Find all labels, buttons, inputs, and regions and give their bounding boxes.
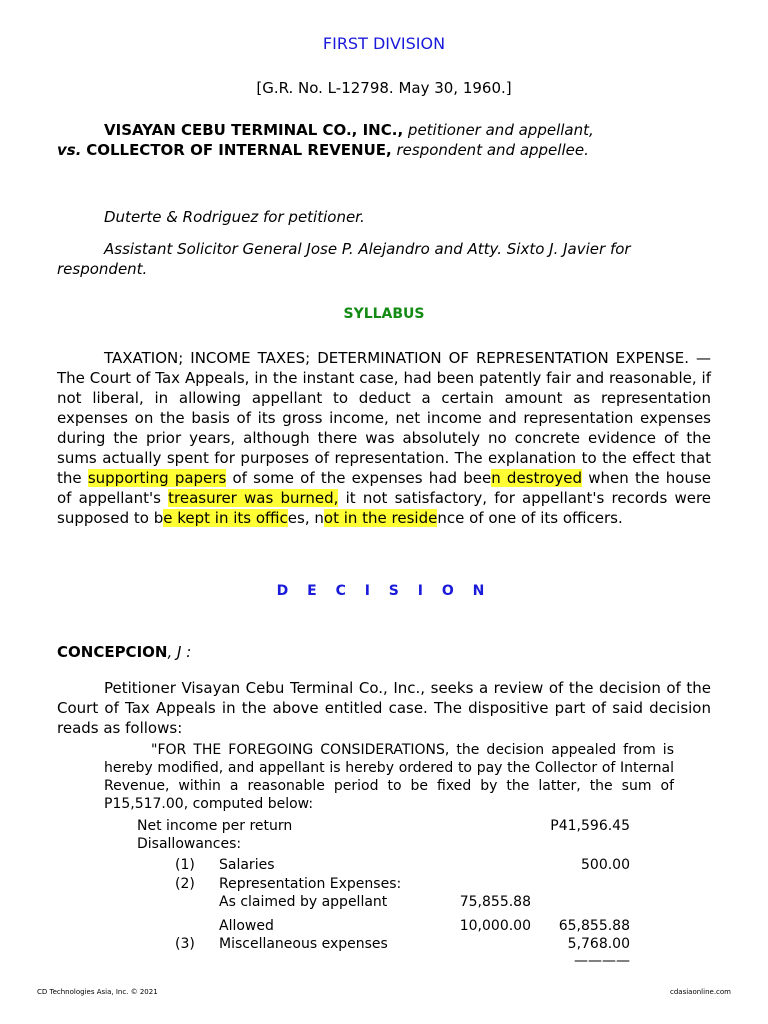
petitioner-counsel: Duterte & Rodriguez for petitioner. (104, 208, 365, 226)
case-number: [G.R. No. L-12798. May 30, 1960.] (256, 79, 512, 97)
highlight: supporting papers (87, 469, 227, 487)
case-parties (57, 120, 711, 160)
item-label: Miscellaneous expenses (219, 936, 388, 952)
versus: vs. (57, 141, 82, 159)
quoted-dispositive: "FOR THE FOREGOING CONSIDERATIONS, the decision appealed from is hereby modified, and appellant is hereby ordered to pay the Collector of Internal Revenue, within a reasonable period to be fixed by the latter, the sum of P15,517.00, computed below: (104, 742, 674, 812)
net-income-label: Net income per return (137, 818, 293, 834)
item-number: (3) (175, 936, 195, 952)
item-value: 5,768.00 (567, 936, 630, 952)
decision-intro: Petitioner Visayan Cebu Terminal Co., Inc., seeks a review of the decision of the Court of Tax Appeals in the above entitled case. The dispositive part of said decision reads as follows: (57, 679, 711, 737)
net-income-value: P41,596.45 (550, 818, 630, 834)
division-heading: FIRST DIVISION (322, 34, 446, 53)
highlight: n destroyed (491, 469, 583, 487)
petitioner-name: VISAYAN CEBU TERMINAL CO., INC., (104, 121, 404, 139)
respondent-counsel: Assistant Solicitor General Jose P. Alejandro and Atty. Sixto J. Javier for respondent. (57, 240, 631, 278)
syllabus-text: when the house of appellant's (57, 469, 712, 507)
item-value: 65,855.88 (558, 918, 630, 934)
syllabus-paragraph (57, 348, 711, 528)
syllabus-text: es, n (287, 509, 324, 527)
total-rule: ———— (574, 953, 630, 969)
item-sublabel: Allowed (219, 918, 274, 934)
syllabus-text: TAXATION; INCOME TAXES; DETERMINATION OF REPRESENTATION EXPENSE. — The Court of Tax Appeals, in the instant case, had been patently fair and reasonable, if not liberal, in allowing appellant to deduct a certain amount as representation expenses on the basis of its gross income, net income and representation expenses during the prior years, although there was absolutely no concrete evidence of the sums actually spent for purposes of representation. The explanation to the effect that the (57, 349, 711, 487)
syllabus-heading: SYLLABUS (343, 306, 425, 322)
item-label: Representation Expenses: (219, 876, 402, 892)
highlight: treasurer was burned, (168, 489, 339, 507)
decision-heading: D E C I S I O N (276, 583, 492, 599)
syllabus-text: it not satisfactory, for appellant's records were supposed to b (57, 489, 712, 527)
syllabus-text: nce of one of its officers. (437, 509, 623, 527)
item-value: 500.00 (581, 857, 630, 873)
respondent-name: COLLECTOR OF INTERNAL REVENUE, (86, 141, 392, 159)
item-number: (2) (175, 876, 195, 892)
highlight: e kept in its offic (163, 509, 288, 527)
item-subvalue: 75,855.88 (459, 894, 531, 910)
highlight: ot in the reside (323, 509, 438, 527)
item-label: Salaries (219, 857, 275, 873)
ponente (57, 642, 711, 662)
petitioner-role: petitioner and appellant, (407, 121, 594, 139)
footer-copyright: CD Technologies Asia, Inc. © 2021 (37, 988, 158, 996)
syllabus-text: of some of the expenses had bee (226, 469, 492, 487)
item-sublabel: As claimed by appellant (219, 894, 388, 910)
disallowances-label: Disallowances: (137, 836, 242, 852)
respondent-role: respondent and appellee. (396, 141, 589, 159)
judge-name: CONCEPCION (57, 643, 168, 661)
judge-suffix: , J : (167, 643, 192, 661)
item-number: (1) (175, 857, 195, 873)
item-subvalue: 10,000.00 (459, 918, 531, 934)
footer-site: cdasiaonline.com (670, 988, 731, 996)
